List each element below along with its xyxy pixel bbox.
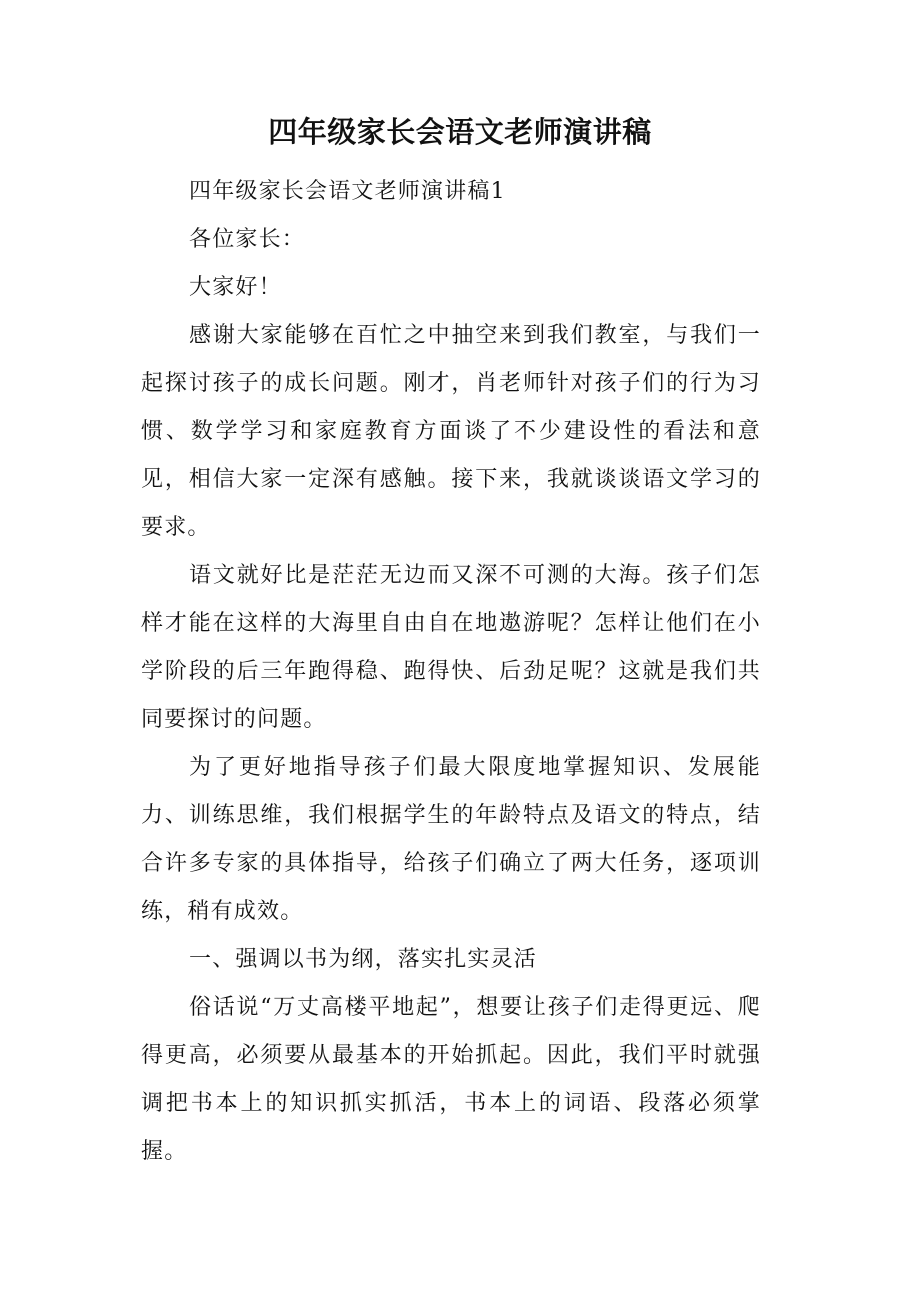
paragraph-salutation: 各位家长：: [189, 227, 306, 252]
paragraph-greeting: 大家好！: [189, 275, 282, 300]
paragraph: 俗话说“万丈高楼平地起”，想要让孩子们走得更远、爬得更高，必须要从最基本的开始抓起。因此，我们平时就强调把书本上的知识抓实抓活，书本上的词语、段落必须掌握。: [141, 995, 761, 1164]
paragraph: 语文就好比是茫茫无边而又深不可测的大海。孩子们怎样才能在这样的大海里自由自在地遨游呢？怎样让他们在小学阶段的后三年跑得稳、跑得快、后劲足呢？这就是我们共同要探讨的问题。: [141, 563, 761, 732]
paragraph: 感谢大家能够在百忙之中抽空来到我们教室，与我们一起探讨孩子的成长问题。刚才，肖老师针对孩子们的行为习惯、数学学习和家庭教育方面谈了不少建设性的看法和意见，相信大家一定深有感触。接下来，我就谈谈语文学习的要求。: [141, 323, 761, 540]
document-title: 四年级家长会语文老师演讲稿: [268, 115, 652, 149]
paragraph-subtitle: 四年级家长会语文老师演讲稿1: [189, 179, 506, 204]
paragraph: 为了更好地指导孩子们最大限度地掌握知识、发展能力、训练思维，我们根据学生的年龄特点及语文的特点，结合许多专家的具体指导，给孩子们确立了两大任务，逐项训练，稍有成效。: [141, 755, 761, 924]
document-body: [141, 168, 761, 1176]
section-heading: 一、强调以书为纲，落实扎实灵活: [189, 947, 538, 972]
